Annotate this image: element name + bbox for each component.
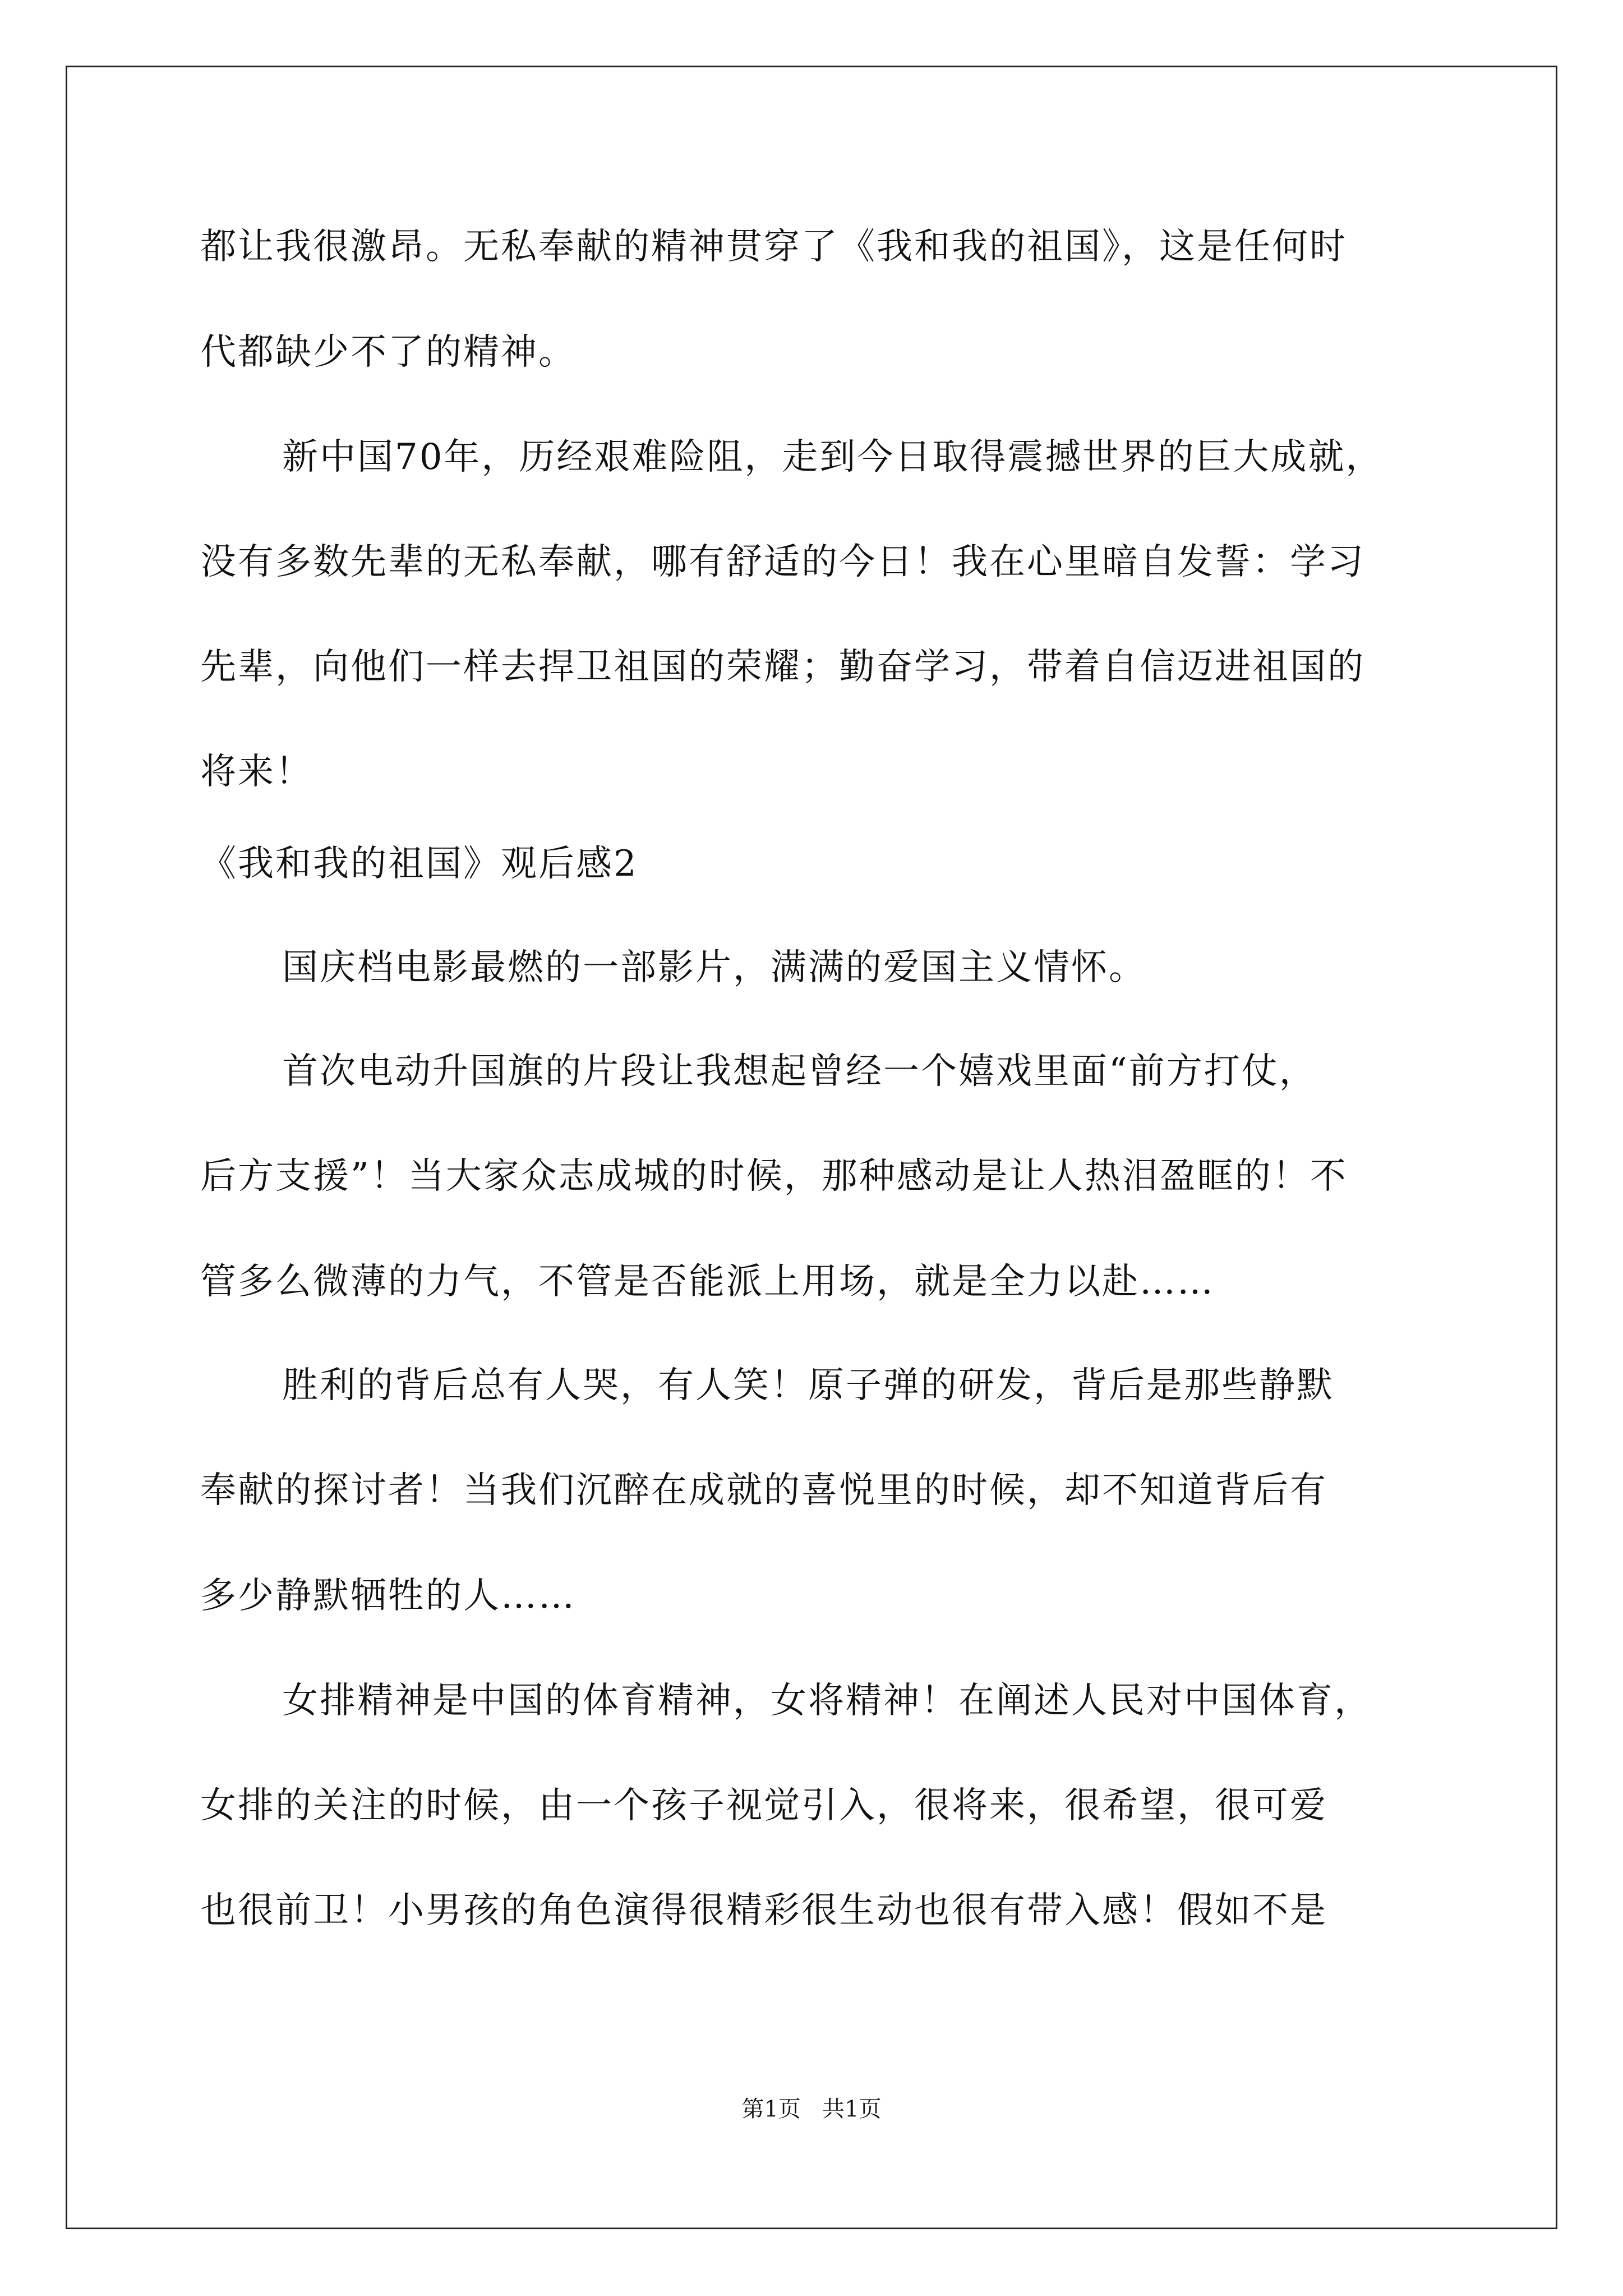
text-line-9: 后方支援”！当大家众志成城的时候，那种感动是让人热泪盈眶的！不 bbox=[200, 1156, 1348, 1197]
text-line-10: 管多么微薄的力气，不管是否能派上用场，就是全力以赴…… bbox=[200, 1261, 1215, 1303]
text-line-3: 新中国70年，历经艰难险阻，走到今日取得震撼世界的巨大成就， bbox=[282, 436, 1384, 478]
text-line-12: 奉献的探讨者！当我们沉醉在成就的喜悦里的时候，却不知道背后有 bbox=[200, 1470, 1327, 1511]
text-line-11: 胜利的背后总有人哭，有人笑！原子弹的研发，背后是那些静默 bbox=[282, 1365, 1334, 1406]
text-line-7: 国庆档电影最燃的一部影片，满满的爱国主义情怀。 bbox=[282, 947, 1146, 988]
text-line-4: 没有多数先辈的无私奉献，哪有舒适的今日！我在心里暗自发誓：学习 bbox=[200, 541, 1365, 583]
text-line-16: 也很前卫！小男孩的角色演得很精彩很生动也很有带入感！假如不是 bbox=[200, 1890, 1327, 1931]
text-line-5: 先辈，向他们一样去捍卫祖国的荣耀；勤奋学习，带着自信迈进祖国的 bbox=[200, 646, 1365, 688]
text-line-14: 女排精神是中国的体育精神，女将精神！在阐述人民对中国体育， bbox=[282, 1680, 1372, 1722]
text-line-2: 代都缺少不了的精神。 bbox=[200, 332, 576, 373]
section-heading: 《我和我的祖国》观后感2 bbox=[200, 843, 638, 885]
text-line-8: 首次电动升国旗的片段让我想起曾经一个嬉戏里面“前方打仗， bbox=[282, 1051, 1317, 1092]
text-line-15: 女排的关注的时候，由一个孩子视觉引入，很将来，很希望，很可爱 bbox=[200, 1785, 1327, 1826]
text-line-6: 将来！ bbox=[200, 751, 313, 793]
text-line-1: 都让我很激昂。无私奉献的精神贯穿了《我和我的祖国》，这是任何时 bbox=[200, 226, 1347, 268]
page-footer: 第1页 共1页 bbox=[741, 2096, 882, 2122]
text-line-13: 多少静默牺牲的人…… bbox=[200, 1575, 576, 1617]
